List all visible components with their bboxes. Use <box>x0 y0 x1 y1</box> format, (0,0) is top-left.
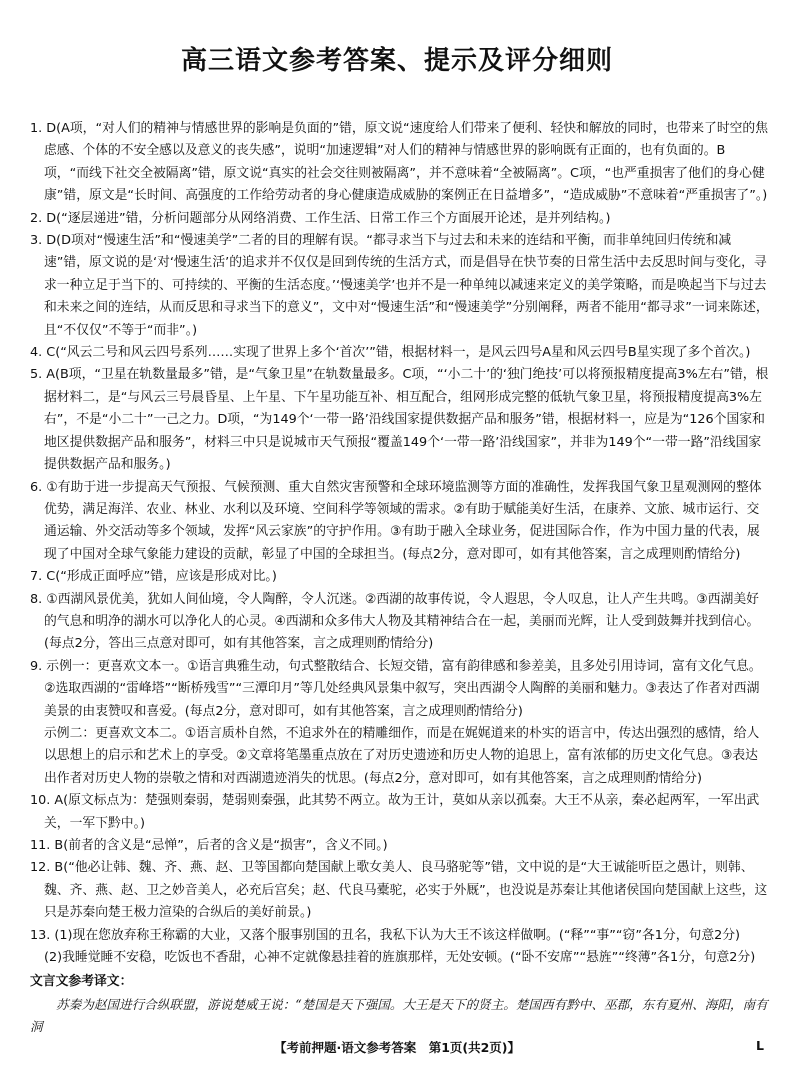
answer-item-11: 11. B(前者的含义是“忌惮”，后者的含义是“损害”，含义不同。) <box>30 838 388 853</box>
page-title: 高三语文参考答案、提示及评分细则 <box>180 46 613 76</box>
answer-item-6: 6. ①有助于进一步提高天气预报、气候预测、重大自然灾害预警和全球环境监测等方面的准确性，发挥我国气象卫星观测网的整体优势，满足海洋、农业、林业、水利以及环境、空间科学等领域的需求。②有助于赋能美好生活，在康养、文旅、城市运行、交通运输、外交活动等多个领域，发挥“风云家族”的守护作用。③有助于融入全球业务，促进国际合作，作为中国力量的代表，展现了中国对全球气象能力建设的贡献，彰显了中国的全球担当。(每点2分，意对即可，如有其他答案，言之成理则酌情给分) <box>30 479 762 562</box>
answer-item-4: 4. C(“风云二号和风云四号系列……实现了世界上多个‘首次’”错，根据材料一，是风云四号A星和风云四号B星实现了多个首次。) <box>30 345 751 361</box>
answer-content <box>30 118 770 1039</box>
answer-item-3: 3. D(D项对“慢速生活”和“慢速美学”二者的目的理解有误。“都寻求当下与过去和未来的连结和平衡，而非单纯回归传统和减速”错，原文说的是‘对‘慢速生活’的追求并不仅仅是回到传统的生活方式，而是倡导在快节奏的日常生活中去反思时间与变化，寻求一种立足于当下的、可持续的、平衡的生活态度。’‘慢速美学’也并不是一种单纯以减速来定义的美学策略，而是唤起当下与过去和未来之间的连结，从而反思和寻求当下的意义”，文中对“慢速生活”和“慢速美学”分别阐释，两者不能用“都寻求”一词来陈述，且“不仅仅”不等于“而非”。) <box>30 233 769 338</box>
answer-item-5: 5. A(B项，“卫星在轨数量最多”错，是“气象卫星”在轨数量最多。C项，“‘小二十’的‘独门绝技’可以将预报精度提高3%左右”错，根据材料二，是“与风云三号晨昏星、上午星、下午星功能互补、相互配合，组网形成完整的低轨气象卫星，将预报精度提高3%左右”，不是“小二十”一己之力。D项，“为149个‘一带一路’沿线国家提供数据产品和服务”错，根据材料一，应是为“126个国家和地区提供数据产品和服务”，材料三中只是说城市天气预报“覆盖149个‘一带一路’沿线国家”，并非为149个“一带一路”沿线国家提供数据产品和服务。) <box>30 367 769 473</box>
answer-item-13-2: (2)我睡觉睡不安稳，吃饭也不香甜，心神不定就像悬挂着的旌旗那样，无处安顿。(“卧不安席”“悬旌”“终薄”各1分，句意2分) <box>44 950 756 966</box>
answer-item-7: 7. C(“形成正面呼应”错，应该是形成对比。) <box>30 569 277 585</box>
answer-item-9-example-2: 示例二：更喜欢文本二。①语言质朴自然，不追求外在的精雕细作，而是在娓娓道来的朴实的语言中，传达出强烈的感情，给人以思想上的启示和艺术上的享受。②文章将笔墨重点放在了对历史遗迹和历史人物的追思上，富有浓郁的历史文化气息。③表达出作者对历史人物的崇敬之情和对西湖遗迹消失的忧思。(每点2分，意对即可，如有其他答案，言之成理则酌情给分) <box>44 725 760 786</box>
answer-item-10: 10. A(原文标点为：楚强则秦弱，楚弱则秦强，此其势不两立。故为王计，莫如从亲以孤秦。大王不从亲，秦必起两军，一军出武关，一军下黔中。) <box>30 793 760 831</box>
answer-item-9: 9. 示例一：更喜欢文本一。①语言典雅生动，句式整散结合、长短交错，富有韵律感和参差美，且多处引用诗词，富有文化气息。②选取西湖的“雷峰塔”“断桥残雪”“三潭印月”等几处经典风景集中叙写，突出西湖令人陶醉的美丽和魅力。③表达了作者对西湖美景的由衷赞叹和喜爱。(每点2分，意对即可，如有其他答案，言之成理则酌情给分) <box>30 658 762 719</box>
footer-mark: L <box>756 1038 764 1053</box>
translation-text: 苏秦为赵国进行合纵联盟，游说楚威王说：“楚国是天下强国。大王是天下的贤主。楚国西有黔中、巫郡，东有夏州、海阳，南有洞 <box>30 996 768 1035</box>
answer-item-13-1: 13. (1)现在您放弃称王称霸的大业，又落个服事别国的丑名，我私下认为大王不该这样做啊。(“释”“事”“窃”各1分，句意2分) <box>30 927 741 943</box>
answer-item-8: 8. ①西湖风景优美，犹如人间仙境，令人陶醉，令人沉迷。②西湖的故事传说，令人遐思，令人叹息，让人产生共鸣。③西湖美好的气息和明净的湖水可以净化人的心灵。④西湖和众多伟大人物及其精神结合在一起，美丽而光辉，让人受到鼓舞并找到信心。(每点2分，答出三点意对即可，如有其他答案，言之成理则酌情给分) <box>30 591 760 652</box>
answer-item-12: 12. B(“他必让韩、魏、齐、燕、赵、卫等国都向楚国献上歌女美人、良马骆驼等”错，文中说的是“大王诚能听臣之愚计，则韩、魏、齐、燕、赵、卫之妙音美人，必充后宫矣；赵、代良马橐驼，必实于外厩”，也没说是苏秦让其他诸侯国向楚国献上这些，这只是苏秦向楚王极力渲染的合纵后的美好前景。) <box>30 860 768 921</box>
page-footer: 【考前押题·语文参考答案 第1页(共2页)】 <box>273 1040 521 1055</box>
answer-item-1: 1. D(A项，“对人们的精神与情感世界的影响是负面的”错，原文说“速度给人们带来了便利、轻快和解放的同时，也带来了时空的焦虑感、个体的不安全感以及意义的丧失感”，说明“加速逻辑”对人们的精神与情感世界的影响既有正面的，也有负面的。B项，“而线下社交全被隔离”错，原文说“真实的社会交往则被隔离”，并不意味着“全被隔离”。C项，“也严重损害了他们的身心健康”错，原文是“长时间、高强度的工作给劳动者的身心健康造成威胁的案例正在日益增多”，“造成威胁”不意味着“严重损害了”。) <box>30 121 769 204</box>
answer-item-2: 2. D(“逐层递进”错，分析问题部分从网络消费、工作生活、日常工作三个方面展开论述，是并列结构。) <box>30 210 611 226</box>
translation-heading: 文言文参考译文： <box>30 974 133 990</box>
